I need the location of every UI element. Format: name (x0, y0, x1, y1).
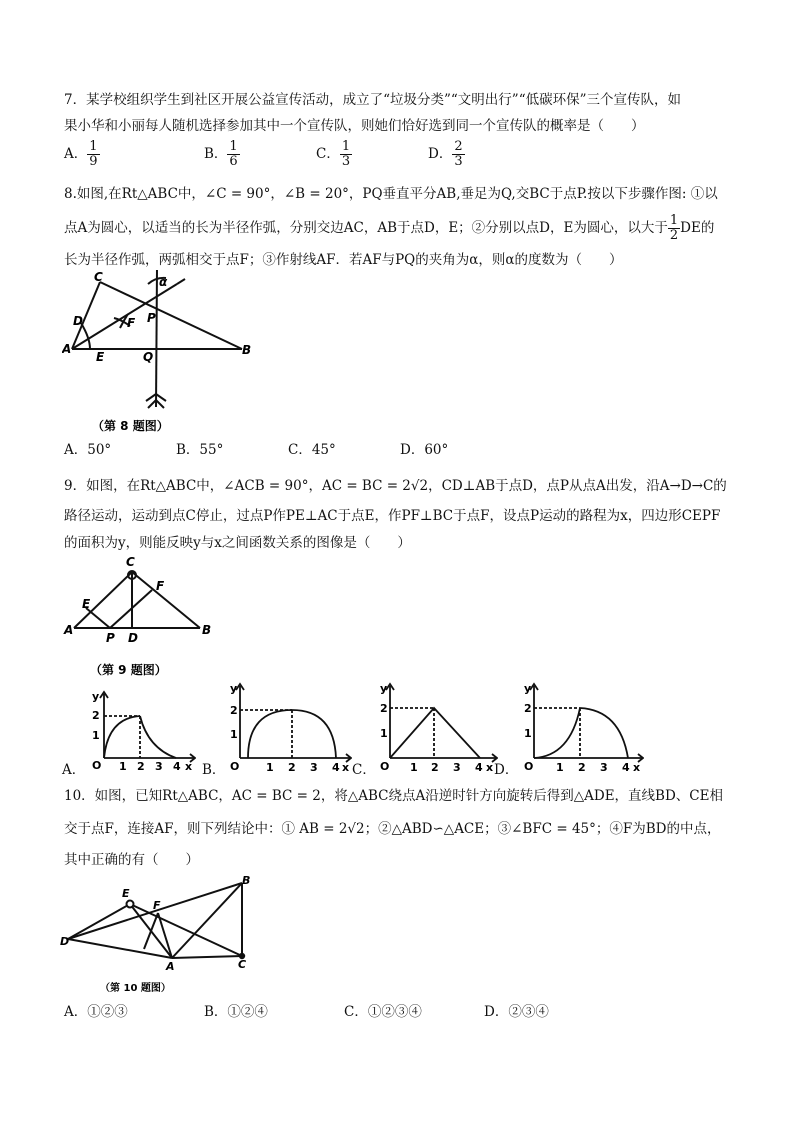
q10-label-b: B (242, 874, 251, 887)
q8-label-alpha: α (159, 275, 168, 289)
q9-label-c: C (126, 555, 135, 569)
q9-label-f: F (156, 579, 165, 593)
q9-option-b: B． (202, 762, 226, 778)
svg-text:y: y (524, 682, 532, 695)
q9-line-1: 9．如图，在Rt△ABC中，∠ACB = 90°，AC = BC = 2√2，CD⊥AB于点D，点P从点A出发，沿A→D→C的 (64, 478, 727, 494)
q9-graph-b (222, 680, 352, 778)
q8-label-c: C (94, 270, 103, 284)
svg-text:3: 3 (600, 761, 608, 774)
q9-caption: （第 9 题图） (90, 663, 167, 677)
q10-label-e: E (122, 887, 130, 900)
q8-figure-svg (62, 270, 262, 435)
svg-text:O: O (92, 759, 102, 772)
q10-figure-svg (60, 873, 260, 1001)
svg-text:1: 1 (266, 761, 274, 774)
svg-text:O: O (380, 760, 390, 773)
q9-graph-a (84, 688, 196, 776)
svg-text:2: 2 (230, 704, 238, 717)
q7-option-a: A． $\frac{1}{9}$ (64, 139, 98, 169)
svg-text:O: O (230, 760, 240, 773)
q8-label-p: P (147, 311, 156, 325)
q8-line-2: 点A为圆心，以适当的长为半径作弧，分别交边AC，AB于点D，E；②分别以点D，E为圆心，以大于 $\frac{1}{2}$ DE的 (64, 213, 715, 243)
q9-line-2: 路径运动，运动到点C停止，过点P作PE⊥AC于点E，作PF⊥BC于点F，设点P运动的路程为x，四边形CEPF (64, 508, 721, 524)
q8-label-a: A (62, 342, 72, 356)
q9-label-a: A (64, 623, 74, 637)
q9-label-p: P (106, 631, 115, 645)
svg-text:3: 3 (453, 761, 461, 774)
svg-text:y: y (92, 690, 100, 703)
q10-line-1: 10．如图，已知Rt△ABC，AC = BC = 2，将△ABC绕点A沿逆时针方向旋转后得到△ADE，直线BD、CE相 (64, 788, 723, 804)
svg-text:1: 1 (230, 728, 238, 741)
q7-line-1: 7．某学校组织学生到社区开展公益宣传活动，成立了“垃圾分类”“文明出行”“低碳环保”三个宣传队，如 (64, 92, 681, 108)
q10-option-b: B．①②④ (204, 1004, 268, 1020)
q8-label-q: Q (143, 350, 154, 364)
q10-line-3: 其中正确的有（ ） (64, 852, 199, 868)
svg-text:x: x (633, 761, 641, 774)
q9-figure-svg (62, 552, 232, 680)
q7-option-b: B． $\frac{1}{6}$ (204, 139, 238, 169)
svg-text:1: 1 (119, 760, 127, 772)
q8-figure (62, 270, 262, 439)
svg-text:2: 2 (380, 702, 388, 715)
svg-text:x: x (342, 761, 350, 774)
svg-text:O: O (524, 760, 534, 773)
q10-caption: （第 10 题图） (100, 983, 171, 994)
q10-option-c: C．①②③④ (344, 1004, 422, 1020)
q10-label-f: F (153, 899, 161, 912)
q9-graph-c (372, 680, 498, 778)
q7-option-d: D． $\frac{2}{3}$ (428, 139, 463, 169)
svg-text:1: 1 (92, 729, 100, 742)
svg-text:1: 1 (410, 761, 418, 774)
svg-text:2: 2 (137, 760, 145, 772)
q10-point-e (127, 901, 134, 908)
q8-option-b: B．55° (176, 442, 224, 458)
q10-side-da (68, 939, 172, 958)
q10-option-a: A．①②③ (64, 1004, 128, 1020)
q9-graph-d (512, 680, 644, 778)
q10-label-c: C (238, 958, 247, 971)
q9-figure (62, 552, 232, 684)
q9-segment-pe (86, 608, 110, 628)
q10-option-d: D．②③④ (484, 1004, 549, 1020)
svg-text:y: y (380, 682, 388, 695)
q9-label-e: E (82, 597, 91, 611)
q7-option-c: C． $\frac{1}{3}$ (316, 139, 351, 169)
q10-line-2: 交于点F，连接AF，则下列结论中：① AB = 2√2；②△ABD∽△ACE；③∠BFC = 45°；④F为BD的中点， (64, 821, 721, 837)
q8-option-a: A．50° (64, 442, 112, 458)
q8-label-b: B (242, 343, 252, 357)
q9-option-d: D． (494, 762, 519, 778)
q8-label-f: F (127, 316, 136, 330)
q8-line-3: 长为半径作弧，两弧相交于点F；③作射线AF．若AF与PQ的夹角为α，则α的度数为（ ） (64, 252, 623, 268)
svg-text:2: 2 (92, 709, 100, 722)
q9-label-d: D (128, 631, 138, 645)
q9-graph-a-curve-2 (140, 716, 176, 758)
q9-graph-c-polyline (390, 708, 480, 758)
q9-graph-d-curve-2 (580, 708, 628, 758)
q8-line-pq (156, 270, 157, 407)
q8-caption: （第 8 题图） (92, 419, 169, 433)
svg-text:4: 4 (173, 760, 181, 772)
svg-text:2: 2 (524, 702, 532, 715)
q10-label-d: D (60, 935, 70, 948)
svg-text:2: 2 (431, 761, 439, 774)
q9-graph-a-curve-1 (104, 716, 140, 758)
svg-text:2: 2 (288, 761, 296, 774)
q10-label-a: A (166, 960, 175, 973)
q9-option-c: C． (352, 762, 376, 778)
q9-line-3: 的面积为y，则能反映y与x之间函数关系的图像是（ ） (64, 535, 411, 551)
svg-text:1: 1 (524, 727, 532, 740)
svg-text:y: y (230, 682, 238, 695)
q8-label-d: D (73, 314, 83, 328)
svg-text:3: 3 (310, 761, 318, 774)
svg-text:4: 4 (332, 761, 340, 774)
q8-line-1: 8.如图,在Rt△ABC中，∠C = 90°，∠B = 20°，PQ垂直平分AB,垂足为Q,交BC于点P.按以下步骤作图: ①以 (64, 186, 718, 202)
q8-option-d: D．60° (400, 442, 449, 458)
svg-text:x: x (185, 760, 193, 772)
svg-text:1: 1 (380, 727, 388, 740)
q10-line-ce (130, 904, 242, 956)
svg-text:4: 4 (475, 761, 483, 774)
q9-graph-d-curve-1 (534, 708, 580, 758)
q7-line-2: 果小华和小丽每人随机选择参加其中一个宣传队，则她们恰好选到同一个宣传队的概率是（ ） (64, 118, 645, 134)
svg-text:x: x (486, 761, 494, 774)
svg-text:3: 3 (155, 760, 163, 772)
q9-option-a: A． (62, 762, 86, 778)
svg-text:2: 2 (578, 761, 586, 774)
q9-label-b: B (202, 623, 212, 637)
q10-side-ac (172, 956, 242, 958)
svg-text:4: 4 (622, 761, 630, 774)
q8-option-c: C．45° (288, 442, 336, 458)
svg-text:1: 1 (556, 761, 564, 774)
q8-label-e: E (96, 350, 105, 364)
q8-side-cb (100, 282, 242, 349)
q10-figure (60, 873, 260, 1005)
